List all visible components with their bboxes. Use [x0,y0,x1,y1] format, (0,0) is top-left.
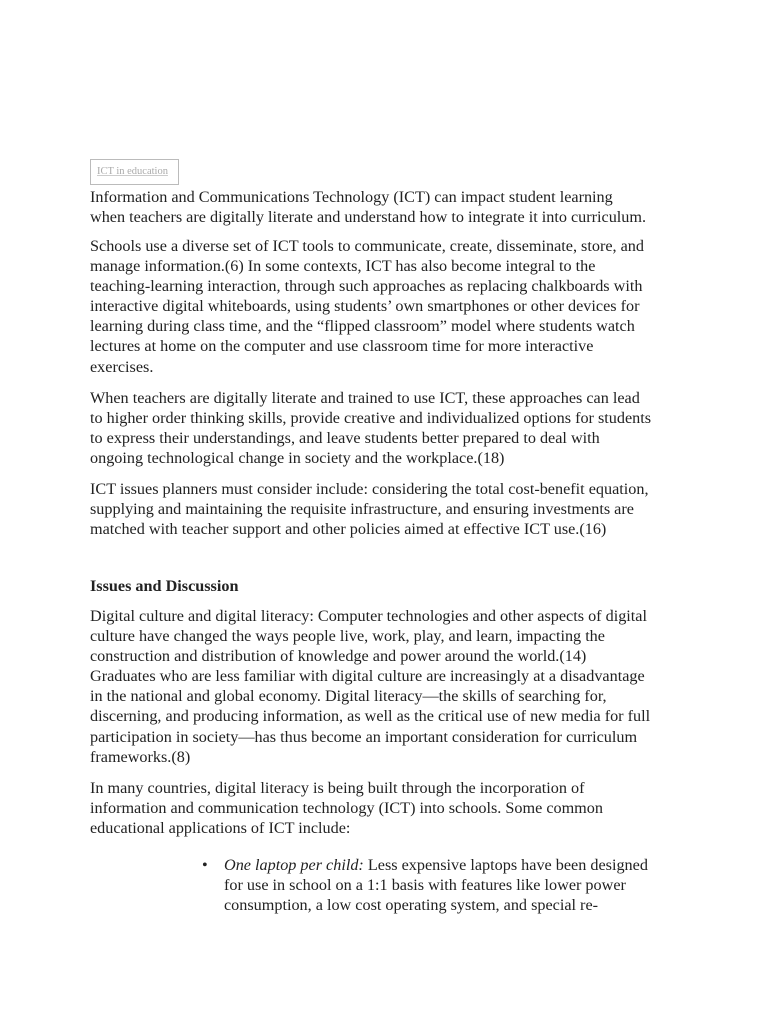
text-line: Less expensive laptops have been designed [363,856,648,874]
text-line: learning during class time, and the “flipped classroom” model where students watch [90,317,635,336]
text-line: construction and distribution of knowledge and power around the world.(14) [90,647,587,666]
tag-label: ICT in education [97,166,168,177]
text-line: information and communication technology (ICT) into schools. Some common [90,799,603,818]
paragraph-intro [90,187,646,227]
paragraph-ict-tools [90,236,644,377]
text-line: exercises. [90,357,154,376]
paragraph-countries [90,778,603,838]
section-heading: Issues and Discussion [90,577,239,595]
text-line: consumption, a low cost operating system, and special re- [224,896,599,915]
list-item-term: One laptop per child: [224,856,364,874]
text-line: lectures at home on the computer and use classroom time for more interactive [90,337,594,356]
text-line: supplying and maintaining the requisite infrastructure, and ensuring investments are [90,500,634,519]
text-line: manage information.(6) In some contexts, ICT has also become integral to the [90,257,596,276]
text-line: frameworks.(8) [90,747,191,766]
text-line: when teachers are digitally literate and understand how to integrate it into curriculum. [90,208,647,227]
text-line: Graduates who are less familiar with digital culture are increasingly at a disadvantage [90,667,645,686]
text-line: discerning, and producing information, as well as the critical use of new media for full [90,707,651,726]
text-line: Schools use a diverse set of ICT tools to communicate, create, disseminate, store, and [90,237,644,255]
text-line: to express their understandings, and leave students better prepared to deal with [90,429,600,448]
ict-in-education-tag[interactable] [90,159,179,185]
paragraph-planners [90,479,649,539]
text-line: Information and Communications Technology (ICT) can impact student learning [90,188,613,206]
text-line: for use in school on a 1:1 basis with features like lower power [224,876,626,895]
text-line: educational applications of ICT include: [90,819,351,838]
text-line: interactive digital whiteboards, using students’ own smartphones or other devices for [90,297,640,316]
list-item-one-laptop [202,855,648,915]
paragraph-digital-culture [90,606,650,767]
text-line: Digital culture and digital literacy: Computer technologies and other aspects of digital [90,607,647,625]
text-line: participation in society—has thus become an important consideration for curriculum [90,727,638,746]
text-line: culture have changed the ways people live, work, play, and learn, impacting the [90,627,605,646]
text-line: to higher order thinking skills, provide creative and individualized options for students [90,409,652,428]
paragraph-teachers [90,388,651,468]
text-line: matched with teacher support and other policies aimed at effective ICT use.(16) [90,520,607,539]
text-line: in the national and global economy. Digital literacy—the skills of searching for, [90,687,607,706]
text-line: ongoing technological change in society and the workplace.(18) [90,449,505,468]
text-line: ICT issues planners must consider include: considering the total cost-benefit equation, [90,480,649,498]
bullet-icon: • [202,856,208,874]
text-line: When teachers are digitally literate and trained to use ICT, these approaches can lead [90,389,640,407]
text-line: teaching-learning interaction, through such approaches as replacing chalkboards with [90,277,643,296]
text-line: In many countries, digital literacy is being built through the incorporation of [90,779,585,797]
